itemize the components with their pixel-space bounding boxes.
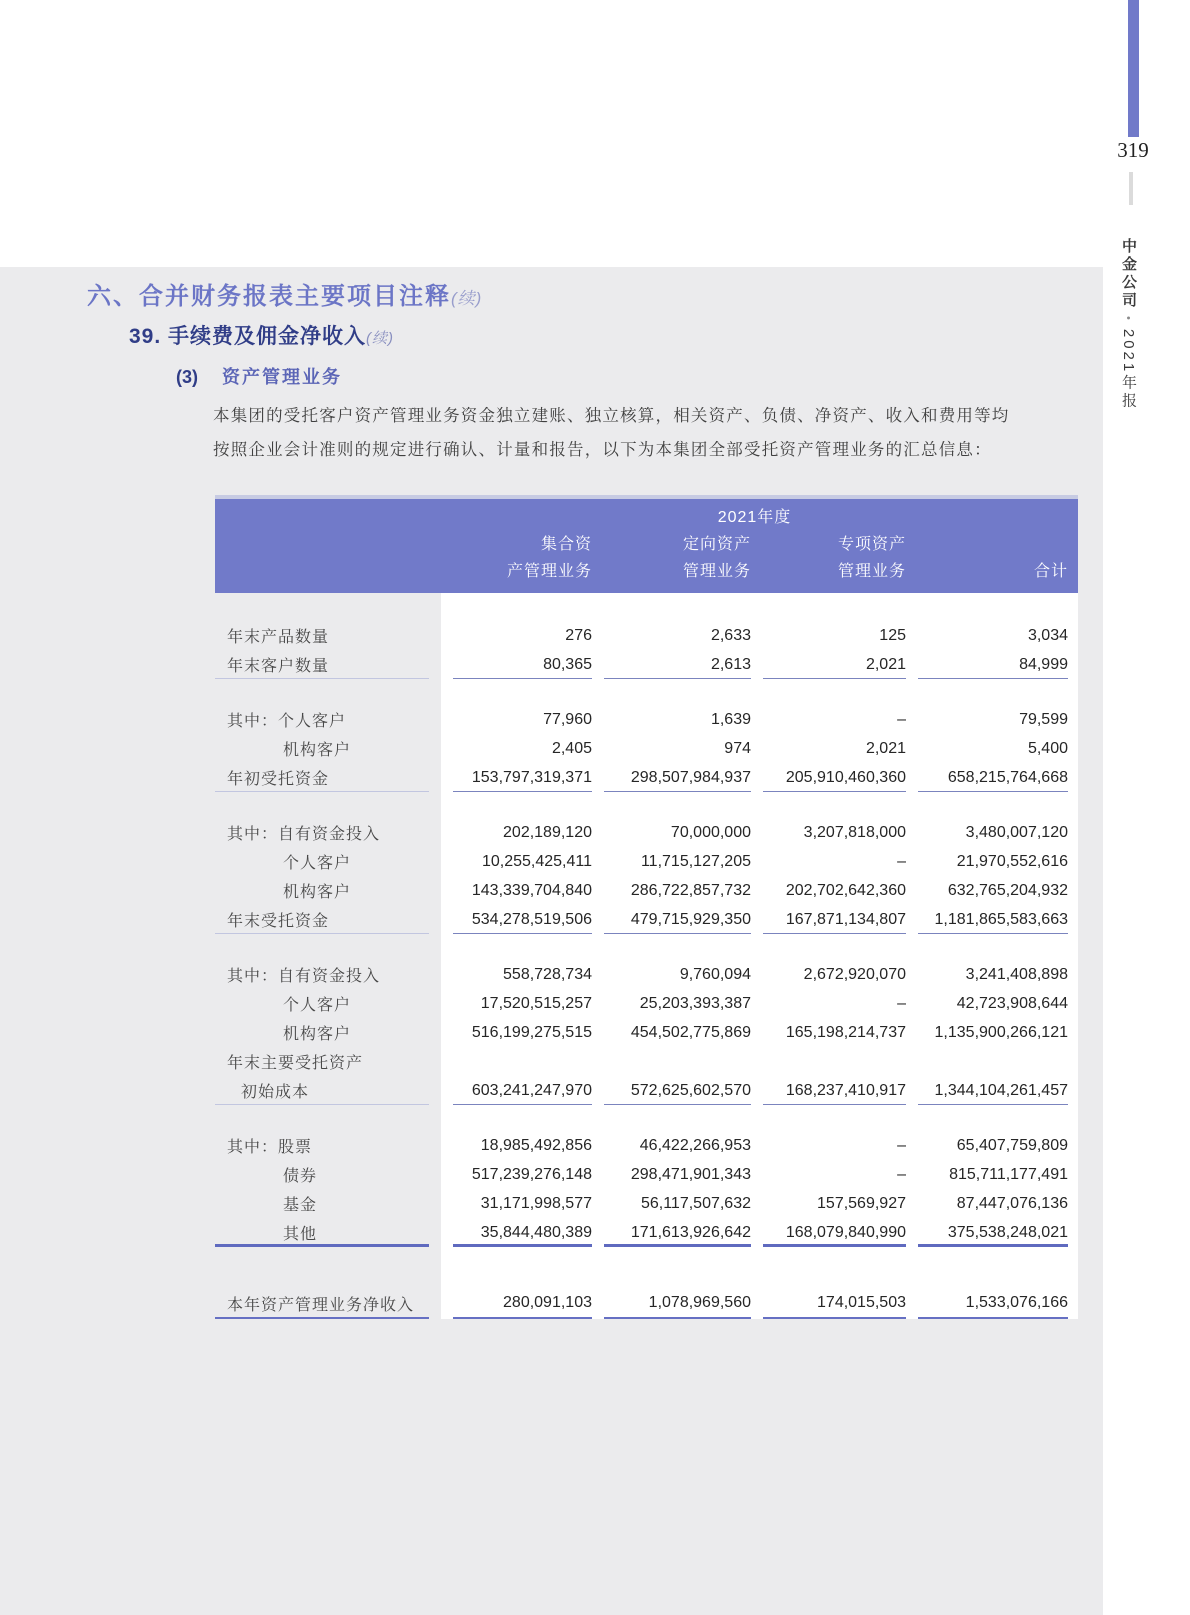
row-value: 202,702,642,360 <box>785 881 906 899</box>
separator-dot-icon: • <box>1122 316 1134 323</box>
row-filler <box>1068 763 1078 792</box>
row-value: 153,797,319,371 <box>441 763 592 792</box>
table-column-header: 专项资产 <box>837 536 906 553</box>
row-label: 年末产品数量 <box>227 629 330 646</box>
row-filler <box>1068 1018 1078 1047</box>
row-value: 65,407,759,809 <box>956 1136 1068 1154</box>
row-value: 3,480,007,120 <box>965 823 1068 841</box>
row-label: 年末客户数量 <box>215 650 441 679</box>
row-filler <box>1068 650 1078 679</box>
asset-management-table <box>215 495 1078 1319</box>
row-value: 84,999 <box>906 650 1068 679</box>
row-value: 2,672,920,070 <box>803 965 906 983</box>
row-value: 202,189,120 <box>503 823 592 841</box>
section-heading-text: 六、合并财务报表主要项目注释 <box>87 283 451 310</box>
table-header-filler <box>1068 531 1078 558</box>
table-header-filler <box>1068 558 1078 585</box>
row-value: 375,538,248,021 <box>906 1218 1068 1247</box>
row-value: 168,079,840,990 <box>751 1218 906 1247</box>
row-value: 558,728,734 <box>503 965 592 983</box>
table-column-headers-line1 <box>215 531 1078 558</box>
row-value: 1,639 <box>710 710 751 728</box>
row-value: 9,760,094 <box>679 965 751 983</box>
row-value: 3,034 <box>1027 626 1068 644</box>
table-row <box>215 734 1078 763</box>
row-value: 286,722,857,732 <box>630 881 751 899</box>
row-label: 年初受托资金 <box>215 763 441 792</box>
table-row <box>215 1047 1078 1076</box>
row-value: 143,339,704,840 <box>471 881 592 899</box>
row-filler <box>1068 734 1078 763</box>
row-filler <box>1068 1076 1078 1105</box>
row-value: – <box>897 1165 906 1183</box>
row-value: 1,344,104,261,457 <box>906 1076 1068 1105</box>
row-value: 205,910,460,360 <box>751 763 906 792</box>
row-value: 974 <box>724 739 751 757</box>
row-value: 25,203,393,387 <box>639 994 751 1012</box>
table-row <box>215 1018 1078 1047</box>
section-heading-continued: (续) <box>451 289 483 308</box>
row-value: 2,405 <box>551 739 592 757</box>
brand-name: 中金公司 <box>1120 238 1137 310</box>
row-filler <box>1068 621 1078 650</box>
row-label: 其中：股票 <box>227 1139 313 1156</box>
row-value: 632,765,204,932 <box>947 881 1068 899</box>
row-value <box>906 1047 1068 1076</box>
row-value: 298,471,901,343 <box>630 1165 751 1183</box>
row-filler <box>1068 876 1078 905</box>
table-body <box>215 593 1078 1319</box>
row-value: 5,400 <box>1027 739 1068 757</box>
row-filler <box>1068 989 1078 1018</box>
row-filler <box>1068 1287 1078 1319</box>
row-filler <box>1068 960 1078 989</box>
row-label: 债券 <box>283 1168 318 1185</box>
page-number-tick <box>1129 172 1133 205</box>
row-filler <box>1068 1047 1078 1076</box>
table-row <box>215 763 1078 792</box>
row-value: – <box>897 852 906 870</box>
row-value: 603,241,247,970 <box>441 1076 592 1105</box>
table-header <box>215 495 1078 593</box>
row-label: 年末受托资金 <box>215 905 441 934</box>
table-column-header: 合计 <box>1033 563 1068 580</box>
row-value: 658,215,764,668 <box>906 763 1068 792</box>
row-value: 21,970,552,616 <box>956 852 1068 870</box>
row-value: 516,199,275,515 <box>471 1023 592 1041</box>
row-value: 70,000,000 <box>670 823 751 841</box>
item-heading-text: 资产管理业务 <box>222 367 342 387</box>
row-value: – <box>897 1136 906 1154</box>
row-value <box>751 1047 906 1076</box>
row-value: 31,171,998,577 <box>480 1194 592 1212</box>
table-row <box>215 1218 1078 1247</box>
row-label: 机构客户 <box>283 742 352 759</box>
row-value: 11,715,127,205 <box>640 852 751 870</box>
row-value: 56,117,507,632 <box>640 1194 751 1212</box>
row-label: 个人客户 <box>283 997 352 1014</box>
row-value: – <box>897 710 906 728</box>
paragraph-line-1: 本集团的受托客户资产管理业务资金独立建账、独立核算，相关资产、负债、净资产、收入和费用等均 <box>213 407 1010 425</box>
row-filler <box>1068 1218 1078 1247</box>
row-filler <box>1068 1160 1078 1189</box>
margin-accent-bar <box>1128 0 1139 137</box>
row-value: 77,960 <box>543 710 592 728</box>
row-value: 3,207,818,000 <box>803 823 906 841</box>
row-value: 534,278,519,506 <box>441 905 592 934</box>
table-row <box>215 905 1078 934</box>
row-value: 10,255,425,411 <box>481 852 592 870</box>
row-value: 167,871,134,807 <box>751 905 906 934</box>
row-value: 2,613 <box>592 650 751 679</box>
row-value: 168,237,410,917 <box>751 1076 906 1105</box>
row-value: 276 <box>565 626 592 644</box>
intro-paragraph <box>213 399 1063 467</box>
row-filler <box>1068 905 1078 934</box>
subsection-heading-continued: (续) <box>366 330 395 347</box>
table-row <box>215 621 1078 650</box>
row-filler <box>1068 705 1078 734</box>
row-value: 280,091,103 <box>441 1287 592 1319</box>
table-row <box>215 847 1078 876</box>
row-label: 年末主要受托资产 <box>227 1055 364 1072</box>
row-label: 本年资产管理业务净收入 <box>215 1287 441 1319</box>
row-value: 1,078,969,560 <box>592 1287 751 1319</box>
table-row <box>215 960 1078 989</box>
row-value: 174,015,503 <box>751 1287 906 1319</box>
row-value: 165,198,214,737 <box>785 1023 906 1041</box>
table-column-header: 管理业务 <box>837 563 906 580</box>
item-heading <box>176 363 342 389</box>
table-column-header: 产管理业务 <box>506 563 592 580</box>
row-value: 87,447,076,136 <box>956 1194 1068 1212</box>
table-column-headers-line2 <box>215 558 1078 585</box>
page-number: 319 <box>1117 138 1149 162</box>
row-label: 个人客户 <box>283 855 352 872</box>
subsection-number: 39. <box>129 325 162 348</box>
row-label: 机构客户 <box>283 884 352 901</box>
table-row <box>215 1131 1078 1160</box>
row-label: 基金 <box>283 1197 318 1214</box>
table-column-header: 管理业务 <box>682 563 751 580</box>
row-label: 其中：个人客户 <box>227 713 347 730</box>
row-value: 298,507,984,937 <box>592 763 751 792</box>
row-filler <box>1068 847 1078 876</box>
row-value: 2,021 <box>865 739 906 757</box>
row-value: 42,723,908,644 <box>956 994 1068 1012</box>
item-number: (3) <box>176 367 198 387</box>
row-value: 517,239,276,148 <box>471 1165 592 1183</box>
row-value: 80,365 <box>441 650 592 679</box>
table-header-label-spacer <box>215 558 441 585</box>
row-value: 2,021 <box>751 650 906 679</box>
table-header-label-spacer <box>215 531 441 558</box>
row-value: 1,181,865,583,663 <box>906 905 1068 934</box>
row-value: 3,241,408,898 <box>965 965 1068 983</box>
table-row <box>215 818 1078 847</box>
row-filler <box>1068 1189 1078 1218</box>
report-year: 2021年报 <box>1120 328 1137 411</box>
section-heading <box>87 276 482 311</box>
row-value <box>592 1047 751 1076</box>
row-value: 35,844,480,389 <box>441 1218 592 1247</box>
row-value: 125 <box>879 626 906 644</box>
table-column-header: 集合资 <box>540 536 592 553</box>
paragraph-line-2: 按照企业会计准则的规定进行确认、计量和报告，以下为本集团全部受托资产管理业务的汇总信息： <box>213 441 992 459</box>
table-row <box>215 876 1078 905</box>
table-row <box>215 1189 1078 1218</box>
row-label: 其中：自有资金投入 <box>227 968 381 985</box>
row-label: 其他 <box>215 1218 441 1247</box>
row-value: 454,502,775,869 <box>630 1023 751 1041</box>
row-value: 2,633 <box>710 626 751 644</box>
row-value: 79,599 <box>1019 710 1068 728</box>
row-value: 18,985,492,856 <box>480 1136 592 1154</box>
row-value: 479,715,929,350 <box>592 905 751 934</box>
row-value <box>441 1047 592 1076</box>
margin-vertical-caption <box>1118 238 1139 438</box>
table-row <box>215 1160 1078 1189</box>
subsection-heading <box>129 320 394 350</box>
row-value: 1,533,076,166 <box>906 1287 1068 1319</box>
row-label: 机构客户 <box>283 1026 352 1043</box>
row-value: 46,422,266,953 <box>639 1136 751 1154</box>
table-row <box>215 1287 1078 1319</box>
table-row <box>215 705 1078 734</box>
subsection-heading-text: 手续费及佣金净收入 <box>168 325 367 348</box>
row-value: 1,135,900,266,121 <box>934 1023 1068 1041</box>
table-column-header: 定向资产 <box>682 536 751 553</box>
row-value: 17,520,515,257 <box>480 994 592 1012</box>
row-value: 572,625,602,570 <box>592 1076 751 1105</box>
row-value: 157,569,927 <box>817 1194 906 1212</box>
row-value: – <box>897 994 906 1012</box>
row-label: 初始成本 <box>215 1076 441 1105</box>
table-row <box>215 989 1078 1018</box>
table-year-header: 2021年度 <box>717 509 792 526</box>
row-label: 其中：自有资金投入 <box>227 826 381 843</box>
row-value: 815,711,177,491 <box>949 1165 1068 1183</box>
row-value: 171,613,926,642 <box>592 1218 751 1247</box>
table-row <box>215 1076 1078 1105</box>
table-row <box>215 650 1078 679</box>
table-column-header <box>906 531 1068 558</box>
row-filler <box>1068 1131 1078 1160</box>
row-filler <box>1068 818 1078 847</box>
